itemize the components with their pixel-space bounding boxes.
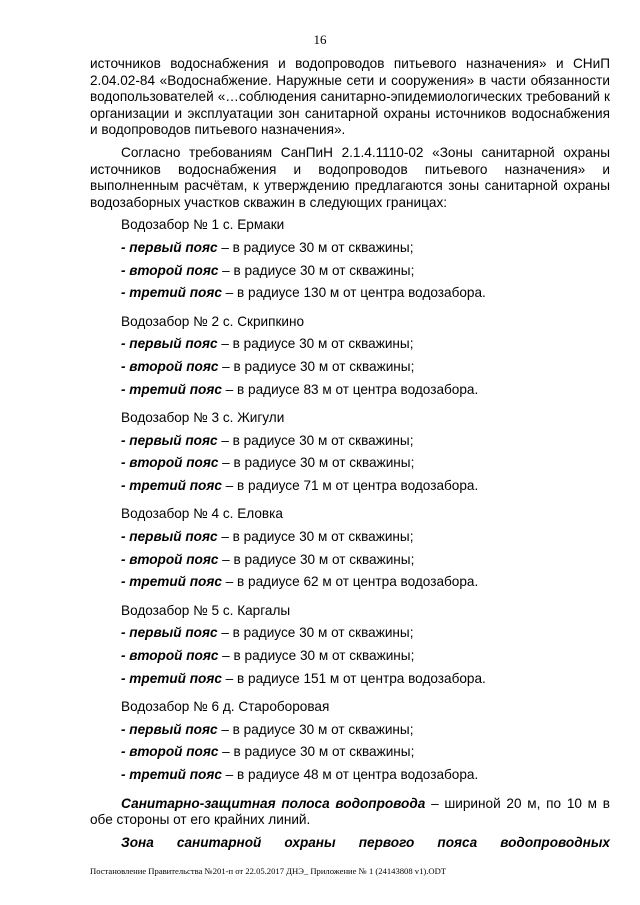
zone-label: - первый пояс xyxy=(121,432,218,448)
zone-item xyxy=(121,478,610,501)
zone-text: – в радиусе 30 м от скважины; xyxy=(218,648,415,664)
zone-label: - первый пояс xyxy=(121,529,218,545)
intake-zone-list xyxy=(90,336,610,404)
zone-label: - второй пояс xyxy=(121,358,219,374)
zone-item xyxy=(121,574,610,597)
sanitary-strip-text: – шириной 20 м, по 10 м в обе стороны от его крайних линий. xyxy=(90,795,610,828)
zone-label: - второй пояс xyxy=(121,648,219,664)
zone-text: – в радиусе 48 м от центра водозабора. xyxy=(221,767,479,782)
page-number: 16 xyxy=(313,32,327,47)
zone-text: – в радиусе 71 м от центра водозабора. xyxy=(221,477,479,493)
zone-item xyxy=(121,648,610,671)
zone-text: – в радиусе 30 м от скважины; xyxy=(217,625,414,641)
document-body xyxy=(90,56,610,851)
zone-text: – в радиусе 30 м от скважины; xyxy=(217,721,414,737)
zone-text: – в радиусе 30 м от скважины; xyxy=(218,262,415,278)
zone-first-belt-heading: Зона санитарной охраны первого пояса водопроводных xyxy=(121,834,610,850)
zone-text: – в радиусе 83 м от центра водозабора. xyxy=(221,381,479,397)
intake-title: Водозабор № 6 д. Староборовая xyxy=(121,699,330,715)
zone-item xyxy=(121,744,610,767)
zone-label: - третий пояс xyxy=(121,285,222,301)
zone-label: - первый пояс xyxy=(121,239,218,255)
zone-label: - второй пояс xyxy=(121,262,219,278)
zone-text: – в радиусе 30 м от скважины; xyxy=(217,239,414,255)
sanitary-strip-paragraph xyxy=(90,796,610,829)
zone-item xyxy=(121,455,610,478)
zone-text: – в радиусе 30 м от скважины; xyxy=(218,744,415,760)
zone-label: - третий пояс xyxy=(121,477,222,493)
intake-zone-list xyxy=(90,529,610,597)
intake-zone-list xyxy=(90,240,610,308)
intake-zone-list xyxy=(90,433,610,501)
intake-title: Водозабор № 1 с. Ермаки xyxy=(121,217,285,233)
paragraph-continuation: источников водоснабжения и водопроводов питьевого назначения» и СНиП 2.04.02-84 «Водоснабжение. Наружные сети и сооружения» в части обязанности водопользователей «…соблюдения санитарно-эпидемиологических требований к организации и эксплуатации зон санитарной охраны источников водоснабжения и водопроводов питьевого назначения». xyxy=(90,56,610,138)
zone-item xyxy=(121,767,610,790)
zone-text: – в радиусе 30 м от скважины; xyxy=(218,455,415,471)
zone-item xyxy=(121,382,610,405)
zone-item xyxy=(121,529,610,552)
zone-label: - второй пояс xyxy=(121,744,219,760)
paragraph-requirements: Согласно требованиям СанПиН 2.1.4.1110-02 «Зоны санитарной охраны источников водоснабжения и водопроводов питьевого назначения» и выполненным расчётам, к утверждению предлагаются зоны санитарной охраны водозаборных участков скважин в следующих границах: xyxy=(90,144,610,210)
intake-zone-list xyxy=(90,722,610,790)
zone-item xyxy=(121,625,610,648)
zone-text: – в радиусе 30 м от скважины; xyxy=(217,336,414,352)
zone-label: - первый пояс xyxy=(121,336,218,352)
zone-text: – в радиусе 151 м от центра водозабора. xyxy=(221,670,486,686)
zone-label: - третий пояс xyxy=(121,767,222,782)
zone-item xyxy=(121,359,610,382)
intake-title: Водозабор № 3 с. Жигули xyxy=(121,410,285,426)
zone-label: - третий пояс xyxy=(121,381,222,397)
intake-title: Водозабор № 5 с. Каргалы xyxy=(121,602,291,618)
zone-label: - второй пояс xyxy=(121,551,219,567)
intake-list xyxy=(90,217,610,789)
intake-title: Водозабор № 4 с. Еловка xyxy=(121,506,283,522)
zone-label: - третий пояс xyxy=(121,670,222,686)
zone-text: – в радиусе 30 м от скважины; xyxy=(217,432,414,448)
sanitary-strip-label: Санитарно-защитная полоса водопровода xyxy=(121,795,426,811)
zone-label: - второй пояс xyxy=(121,455,219,471)
zone-text: – в радиусе 62 м от центра водозабора. xyxy=(221,574,479,590)
zone-item xyxy=(121,433,610,456)
zone-text: – в радиусе 30 м от скважины; xyxy=(217,529,414,545)
zone-item xyxy=(121,240,610,263)
zone-item xyxy=(121,671,610,694)
intake-zone-list xyxy=(90,625,610,693)
zone-item xyxy=(121,285,610,308)
zone-item xyxy=(121,336,610,359)
zone-item xyxy=(121,552,610,575)
zone-text: – в радиусе 30 м от скважины; xyxy=(218,358,415,374)
document-footer: Постановление Правительства №201-п от 22.05.2017 ДНЭ_ Приложение № 1 (24143808 v1).ODT xyxy=(90,866,447,876)
zone-label: - первый пояс xyxy=(121,721,218,737)
zone-label: - третий пояс xyxy=(121,574,222,590)
zone-item xyxy=(121,263,610,286)
zone-label: - первый пояс xyxy=(121,625,218,641)
intake-title: Водозабор № 2 с. Скрипкино xyxy=(121,313,305,329)
zone-text: – в радиусе 30 м от скважины; xyxy=(218,551,415,567)
zone-text: – в радиусе 130 м от центра водозабора. xyxy=(221,285,486,301)
zone-item xyxy=(121,722,610,745)
